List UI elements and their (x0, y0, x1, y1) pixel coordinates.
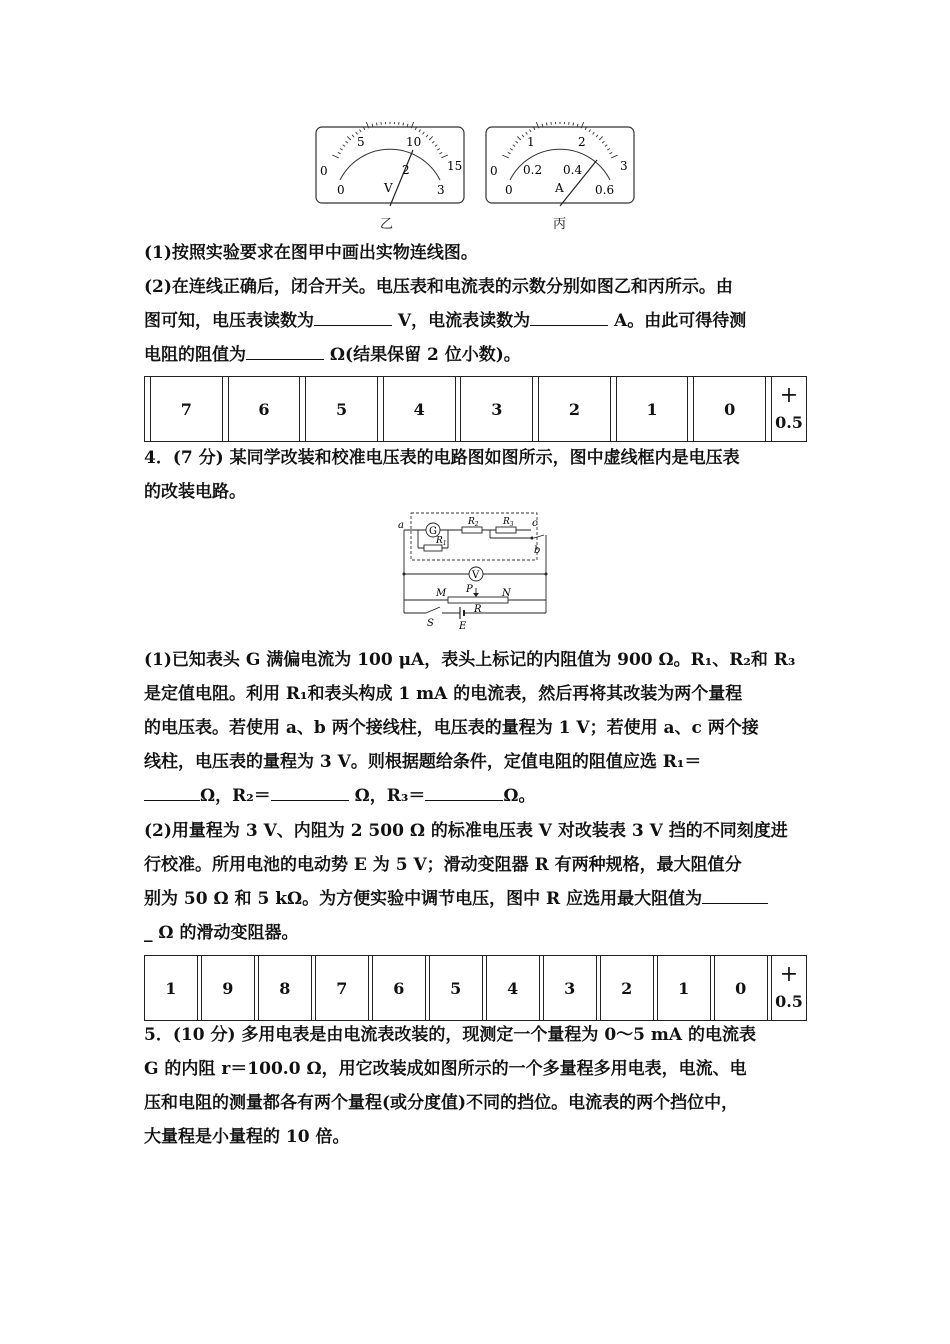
rheostat-blank[interactable] (702, 883, 768, 904)
plus-sign: + (779, 961, 799, 987)
scale-tick (510, 149, 513, 151)
score-cell: 4 (383, 377, 455, 442)
q4-heading-line2: 的改装电路。 (144, 482, 246, 502)
score-cell: 1 (657, 956, 710, 1021)
q5-line4: 大量程是小量程的 10 倍。 (144, 1127, 350, 1147)
scale-tick (364, 127, 365, 130)
scale-tick (415, 127, 416, 130)
score-table-2 (144, 955, 807, 1021)
scale-tick (502, 155, 508, 158)
scale-tick (407, 124, 408, 127)
scale-tick (593, 132, 595, 134)
score-cell: 8 (258, 956, 311, 1021)
scale-tick (440, 152, 443, 153)
label-V: V (472, 570, 480, 581)
label-a: a (398, 520, 404, 531)
scale-tick (372, 124, 373, 127)
scale-tick (432, 141, 434, 143)
am-outer-2: 2 (578, 135, 586, 149)
scale-tick (607, 149, 610, 151)
scale-tick (343, 145, 345, 147)
plus-sign: + (779, 382, 799, 408)
scale-tick (360, 130, 362, 133)
half-point: 0.5 (775, 991, 803, 1011)
scale-tick (338, 152, 341, 153)
scale-tick (589, 130, 591, 133)
caption-bing: 丙 (553, 217, 567, 232)
q4-part2-line1: (2)用量程为 3 V、内阻为 2 500 Ω 的标准电压表 V 对改装表 3 V 挡的不同刻度进 (144, 821, 788, 841)
q3-text: V，电流表读数为 (392, 311, 531, 331)
score-cell: 3 (543, 956, 596, 1021)
scale-tick (426, 135, 428, 137)
score-cell: 0 (714, 956, 767, 1021)
scale-tick (602, 141, 604, 143)
q4-text: Ω，R₃＝ (348, 786, 426, 806)
scale-tick (376, 123, 377, 126)
meter-figures (310, 122, 640, 208)
vm-outer-1: 5 (357, 135, 365, 149)
score-cell: 2 (539, 377, 611, 442)
label-R3: $R_3$ (503, 517, 514, 528)
scale-tick (435, 145, 437, 147)
scale-tick (399, 122, 400, 125)
am-inner-3: 0.6 (595, 183, 615, 197)
q3-part2-line2 (144, 304, 808, 338)
q4-part1-line3: 的电压表。若使用 a、b 两个接线柱，电压表的量程为 1 V；若使用 a、c 两个接 (144, 718, 759, 738)
score-cell: 0 (694, 377, 766, 442)
score-cell: 5 (429, 956, 482, 1021)
label-G: G (429, 526, 437, 537)
scale-tick (516, 141, 518, 143)
am-outer-3: 3 (620, 159, 628, 173)
scale-tick (437, 149, 440, 151)
label-N: N (502, 588, 511, 599)
label-R1: $R_1$ (436, 536, 447, 547)
score-cell: 9 (201, 956, 254, 1021)
label-S: S (427, 618, 434, 629)
q3-text: Ω(结果保留 2 位小数)。 (324, 345, 521, 365)
label-b: b (534, 545, 541, 556)
score-cell: 5 (306, 377, 378, 442)
q5-line3: 压和电阻的测量都各有两个量程(或分度值)不同的挡位。电流表的两个挡位中， (144, 1093, 739, 1113)
score-cell: 7 (315, 956, 368, 1021)
label-M: M (436, 588, 447, 599)
scale-tick (569, 122, 570, 125)
am-outer-1: 1 (527, 135, 535, 149)
scale-tick (573, 123, 574, 126)
scale-tick (596, 135, 598, 137)
q4-part1-line5 (144, 779, 808, 813)
scale-tick (599, 136, 603, 140)
q3-text: A。由此可得待测 (608, 311, 747, 331)
vm-unit: V (384, 181, 393, 195)
score-cell: 1 (145, 956, 198, 1021)
q3-part1: (1)按照实验要求在图甲中画出实物连线图。 (144, 243, 478, 263)
score-cell-half (772, 377, 807, 442)
am-inner-1: 0.2 (523, 163, 543, 177)
scale-tick (577, 124, 578, 127)
q4-part2-line4: _ Ω 的滑动变阻器。 (144, 923, 299, 943)
vm-inner-0: 0 (337, 183, 345, 197)
scale-tick (530, 130, 532, 133)
am-unit: A (555, 181, 564, 195)
current-blank[interactable] (530, 305, 608, 326)
score-cell: 2 (600, 956, 653, 1021)
label-P: P (466, 584, 473, 595)
R2-blank[interactable] (271, 780, 349, 801)
scale-tick (522, 135, 524, 137)
scale-tick (546, 123, 547, 126)
scale-tick (551, 122, 552, 125)
q3-part2-line1: (2)在连线正确后，闭合开关。电压表和电流表的示数分别如图乙和丙所示。由 (144, 277, 733, 297)
q4-part2-line2: 行校准。所用电池的电动势 E 为 5 V；滑动变阻器 R 有两种规格，最大阻值分 (144, 855, 742, 875)
q4-text: 别为 50 Ω 和 5 kΩ。为方便实验中调节电压，图中 R 应选用最大阻值为 (144, 889, 703, 909)
score-cell-half (772, 956, 807, 1021)
score-cell: 3 (461, 377, 533, 442)
scale-tick (347, 136, 351, 140)
q3-text: 图可知，电压表读数为 (144, 311, 314, 331)
scale-tick (340, 149, 343, 151)
rheostat-R (448, 597, 508, 603)
voltage-blank[interactable] (314, 305, 392, 326)
scale-tick (346, 141, 348, 143)
q4-text: Ω。 (503, 786, 536, 806)
q4-part2-line3 (144, 882, 808, 916)
voltmeter-needle (390, 150, 413, 206)
label-R: R (474, 604, 482, 615)
scale-tick (429, 136, 433, 140)
resistance-blank[interactable] (246, 339, 324, 360)
q4-heading-line1: 4．(7 分) 某同学改装和校准电压表的电路图如图所示，图中虚线框内是电压表 (144, 448, 740, 468)
scale-tick (610, 152, 613, 153)
scale-tick (381, 122, 382, 125)
am-inner-2: 0.4 (563, 163, 583, 177)
scale-tick (332, 155, 338, 158)
q3-text: 电阻的阻值为 (144, 345, 246, 365)
score-cell: 7 (150, 377, 222, 442)
vm-outer-0: 0 (320, 164, 328, 178)
label-c: c (532, 518, 538, 529)
scale-tick (419, 130, 421, 133)
scale-tick (542, 124, 543, 127)
scale-tick (517, 136, 521, 140)
q5-line2: G 的内阻 r＝100.0 Ω，用它改装成如图所示的一个多量程多用电表，电流、电 (144, 1059, 747, 1079)
q4-part1-line2: 是定值电阻。利用 R₁和表头构成 1 mA 的电流表，然后再将其改装为两个量程 (144, 684, 743, 704)
scale-tick (611, 155, 617, 158)
scale-tick (513, 145, 515, 147)
half-point: 0.5 (775, 412, 803, 432)
q3-part2-line3 (144, 338, 808, 372)
resistor-R2 (462, 527, 482, 533)
vm-outer-3: 15 (447, 159, 463, 173)
scale-tick (534, 127, 535, 130)
score-cell: 6 (372, 956, 425, 1021)
label-R2: $R_2$ (468, 517, 479, 528)
ammeter-figure (486, 122, 634, 206)
scale-tick (423, 132, 425, 134)
vm-outer-2: 10 (406, 135, 422, 149)
q5-line1: 5．(10 分) 多用电表是由电流表改装的，现测定一个量程为 0～5 mA 的电流表 (144, 1025, 756, 1045)
score-cell: 1 (616, 377, 688, 442)
q4-part1-line4: 线柱，电压表的量程为 3 V。则根据题给条件，定值电阻的阻值应选 R₁＝ (144, 752, 702, 772)
caption-yi: 乙 (380, 217, 394, 232)
q4-text: Ω，R₂＝ (200, 786, 271, 806)
scale-tick (441, 155, 447, 158)
scale-tick (403, 123, 404, 126)
am-inner-0: 0 (505, 183, 513, 197)
scale-tick (605, 145, 607, 147)
score-cell: 6 (228, 377, 300, 442)
R3-blank[interactable] (425, 780, 503, 801)
score-cell: 4 (486, 956, 539, 1021)
scale-tick (352, 135, 354, 137)
calibration-circuit (396, 508, 556, 632)
label-E: E (459, 621, 467, 632)
vm-inner-2: 2 (402, 163, 410, 177)
q4-part1-line1: (1)已知表头 G 满偏电流为 100 μA，表头上标记的内阻值为 900 Ω。R₁、R₂和 R₃ (144, 650, 796, 670)
vm-inner-3: 3 (437, 183, 445, 197)
scale-tick (585, 127, 586, 130)
score-table-1 (144, 376, 807, 442)
voltmeter-figure (316, 122, 464, 206)
scale-tick (508, 152, 511, 153)
am-outer-0: 0 (490, 164, 498, 178)
R1-blank[interactable] (144, 780, 200, 801)
